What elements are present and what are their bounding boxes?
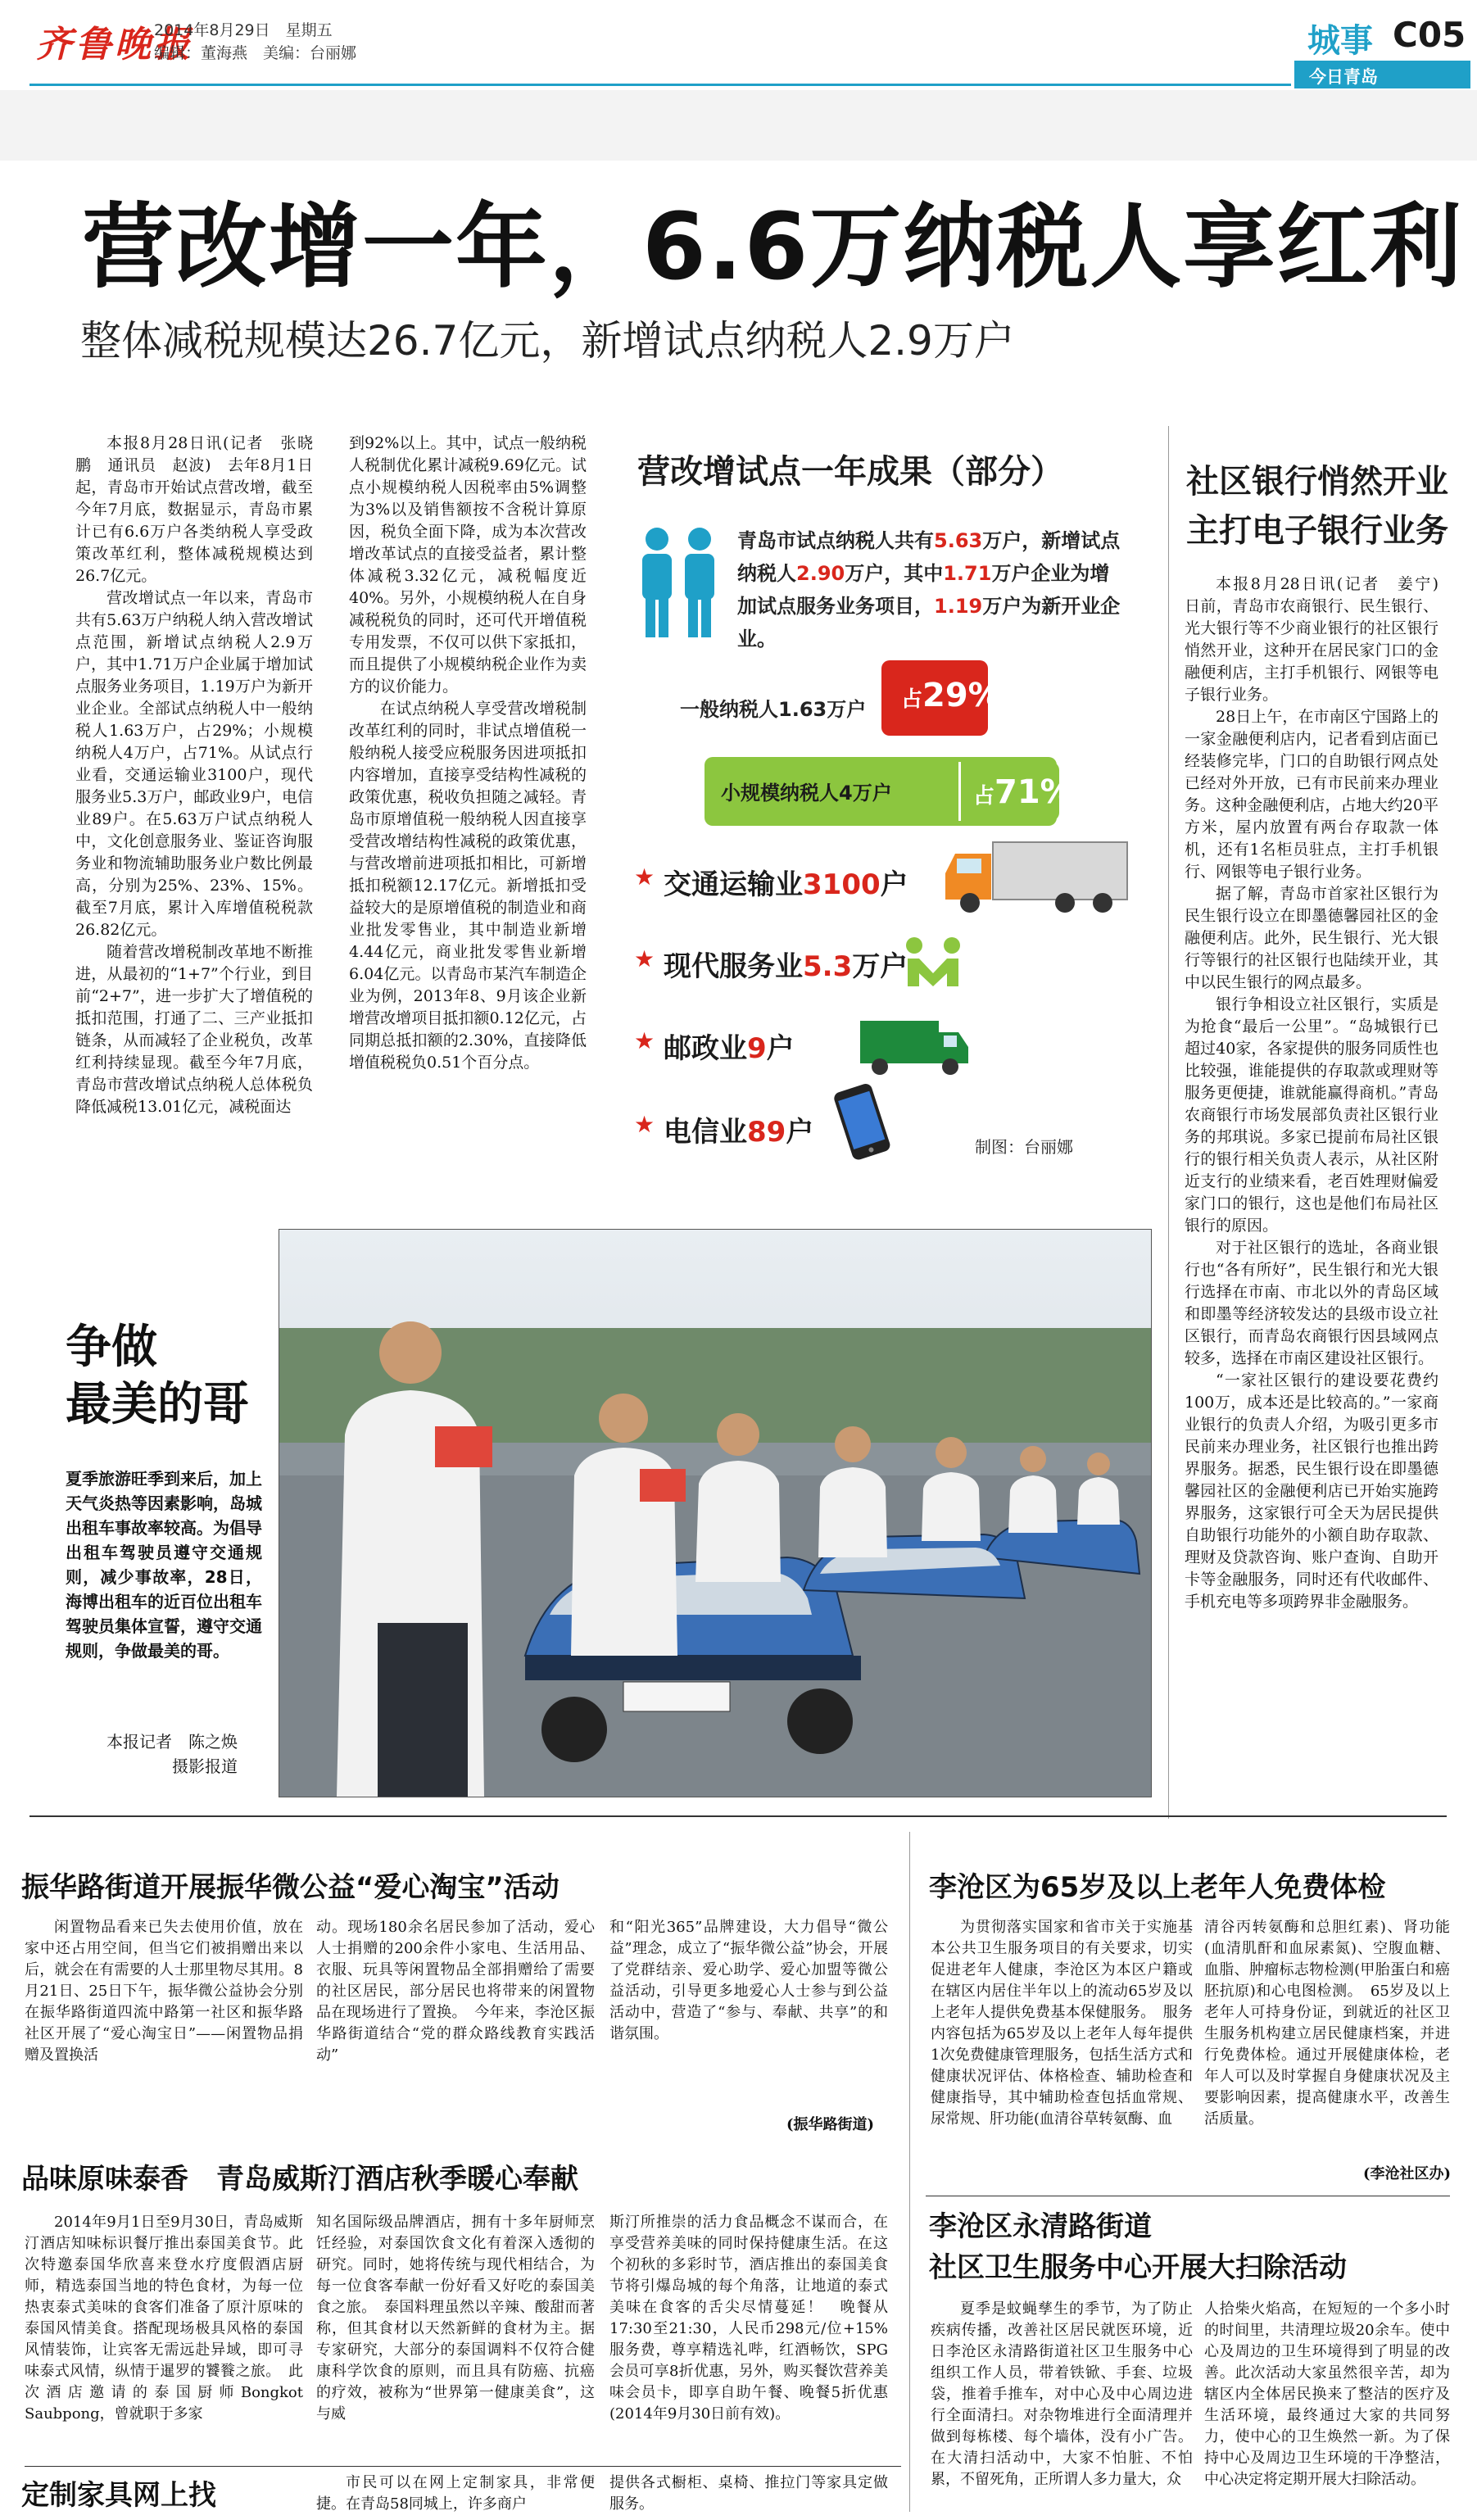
- staff-line: 编辑：董海燕 美编：台丽娜: [154, 44, 357, 62]
- bank-para: 对于社区银行的选址，各商业银行也“各有所好”，民生银行和光大银行选择在市南、市北以外的青岛区域和即墨等经济较发达的县级市设立社区银行，而青岛农商银行因县域网点较多，选择在市南区建设社区银行。: [1185, 1239, 1438, 1367]
- masthead-gray-band: [0, 90, 1477, 161]
- lead-para: 随着营改增税制改革地不断推进，从最初的“1+7”个行业，到目前“2+7”，进一步扩大了增值税的抵扣范围，打通了二、三产业抵扣链条，从而减轻了企业税负，改革红利持续显现。截至今年7月底，青岛市营改增试点纳税人总体税负降低减税13.01亿元，减税面达: [75, 943, 313, 1116]
- bottom-column-divider: [909, 1832, 910, 2512]
- star-icon: ★: [634, 945, 655, 972]
- masthead-rule: [29, 84, 1291, 86]
- bank-headline-1: 社区银行悄然开业: [1186, 463, 1448, 501]
- summary-text: 万户企业为增加试点服务业务项目，: [737, 562, 1110, 618]
- industry-name: 电信业: [664, 1116, 747, 1149]
- column-divider: [1168, 426, 1169, 1819]
- share-value: 29%: [922, 677, 1001, 714]
- charity-headline: 振华路街道开展振华微公益“爱心淘宝”活动: [21, 1871, 560, 1904]
- general-share-text: [901, 677, 1001, 714]
- industry-item-postal: [634, 1016, 1142, 1081]
- photo-story-byline-2: 摄影报道: [172, 1756, 238, 1776]
- industry-value: 3100: [803, 868, 881, 901]
- star-icon: ★: [634, 863, 655, 891]
- lead-para: 本报8月28日讯(记者 张晓鹏 通讯员 赵波) 去年8月1日起，青岛市开始试点营改增，截至今年7月底，数据显示，青岛市累计已有6.6万户各类纳税人享受政策改革红利，整体减税规模达到26.7亿元。: [75, 434, 313, 585]
- hotel-para: 知名国际级品牌酒店，拥有十多年厨师烹饪经验，对泰国饮食文化有着深入透彻的研究。同时，她将传统与现代相结合，为每一位食客奉献一份好看又好吃的泰国美食之旅。 泰国料理虽然以辛辣、酸甜而著称，但其食材以天然新鲜的食材为主。据专家研究，大部分的泰国调料不仅符合健康科学饮食的原则，而且具有防癌、抗癌的疗效，被称为“世界第一健康美食”，这与威: [316, 2214, 595, 2423]
- share-prefix: 占: [973, 784, 995, 809]
- charity-para: 和“阳光365”品牌建设，大力倡导“微公益”理念，成立了“振华微公益”协会，开展了党群结亲、爱心助学、爱心加盟等微公益活动，引导更多地爱心人士参与到公益活动中，营造了“参与、奉献、共享”的和谐氛围。: [609, 1919, 888, 2042]
- charity-credit: (振华路街道): [786, 2116, 875, 2133]
- furniture-para: 市民可以在网上定制家具，非常便捷。在青岛58同城上，许多商户: [316, 2474, 595, 2513]
- photo-story-body: 夏季旅游旺季到来后，加上天气炎热等因素影响，岛城出租车事故率较高。为倡导出租车驾驶员遵守交通规则，减少事故率，28日，海博出租车的近百位出租车驾驶员集体宣誓，遵守交通规则，争做最美的哥。: [66, 1469, 262, 1661]
- industry-name: 现代服务业: [664, 950, 803, 983]
- service-logo-icon: [904, 936, 962, 990]
- bank-headline-2: 主打电子银行业务: [1186, 512, 1448, 550]
- bank-para: “一家社区银行的建设要花费约100万，成本还是比较高的。”一家商业银行的负责人介绍，为吸引更多市民前来办理业务，社区银行也推出跨界服务。据悉，民生银行设在即墨德馨园社区的金融便利店已开始实施跨界服务，这家银行可全天为居民提供自助银行功能外的小额自助存取款、理财及贷款咨询、账户查询、自助开卡等金融服务，同时还有代收邮件、手机充电等多项跨界非金融服务。: [1185, 1371, 1438, 1611]
- share-value: 71%: [994, 773, 1073, 811]
- cleanup-headline-1: 李沧区永清路街道: [929, 2210, 1152, 2243]
- taxi-drivers-photo: [279, 1229, 1152, 1797]
- elderly-para: 为贯彻落实国家和省市关于实施基本公共卫生服务项目的有关要求，切实促进老年人健康，李沧区为本区户籍或在辖区内居住半年以上的流动65岁及以上老年人提供免费基本保健服务。 服务内容包括为65岁及以上老年人每年提供1次免费健康管理服务，包括生活方式和健康状况评估、体格检查、辅助检查和健康指导，其中辅助检查包括血常规、尿常规、肝功能(血清谷草转氨酶、血: [931, 1919, 1193, 2128]
- summary-text: 万户，新增试点纳税人: [737, 529, 1121, 585]
- lead-column-2: [349, 433, 587, 1153]
- hotel-headline: 品味原味泰香 青岛威斯汀酒店秋季暖心奉献: [21, 2163, 578, 2196]
- elderly-credit: (李沧社区办): [1363, 2165, 1452, 2182]
- summary-text: 万户为新开业企业。: [737, 595, 1121, 650]
- summary-text: 青岛市试点纳税人共有: [737, 529, 934, 552]
- bank-para: 银行争相设立社区银行，实质是为抢食“最后一公里”。“岛城银行已超过40家，各家提供的服务同质性也比较强，谁能提供的存取款或理财等服务更便捷，谁就能赢得商机。”青岛农商银行市场发展部负责社区银行业务的邦琪说。多家已提前布局社区银行的银行相关负责人表示，从社区附近支行的业绩来看，老百姓理财偏爱家门口的银行，这也是他们布局社区银行的原因。: [1185, 995, 1438, 1235]
- postal-van-icon: [857, 1014, 972, 1080]
- summary-value: 2.90: [796, 562, 845, 585]
- industry-value: 5.3: [803, 950, 853, 983]
- summary-value: 5.63: [934, 529, 983, 552]
- elderly-para: 清谷丙转氨酶和总胆红素)、肾功能(血清肌酐和血尿素氮)、空腹血糖、血脂、肿瘤标志物检测(甲胎蛋白和癌胚抗原)和心电图检测。 65岁及以上老年人可持身份证，到就近的社区卫生服务机构建立居民健康档案，并进行免费体检。通过开展健康体检，老年人可以及时掌握自身健康状况及主要影响因素，提高健康水平，改善生活质量。: [1204, 1919, 1450, 2128]
- small-taxpayer-label: 小规模纳税人4万户: [721, 782, 892, 804]
- bank-para: 28日上午，在市南区宁国路上的一家金融便利店内，记者看到店面已经装修完毕，门口的自助银行网点处已经对外开放，已有市民前来办理业务。这种金融便利店，占地大约20平方米，屋内放置有两台存取款一体机，还有1名柜员驻点，主打手机银行、网银等电子银行业务。: [1185, 708, 1438, 881]
- hotel-column-3: [609, 2212, 888, 2458]
- charity-column-1: [25, 1917, 303, 2163]
- share-prefix: 占: [901, 687, 923, 712]
- summary-text: 万户，其中: [845, 562, 944, 585]
- lead-column-1: [75, 433, 313, 1153]
- furniture-column-2: [316, 2472, 595, 2518]
- industry-item-transport: [634, 852, 1142, 918]
- cleanup-column-1: [931, 2299, 1193, 2515]
- section-rule: [29, 1815, 1447, 1817]
- photo-story: [49, 1229, 1163, 1802]
- industry-unit: 户: [786, 1116, 814, 1149]
- small-share-text: [973, 773, 1073, 811]
- elderly-column-1: [931, 1917, 1193, 2187]
- charity-column-3: [609, 1917, 888, 2105]
- bank-para: 据了解，青岛市首家社区银行为民生银行设立在即墨德馨园社区的金融便利店。此外，民生银行、光大银行等银行的社区银行也陆续开业，其中以民生银行的网点最多。: [1185, 885, 1438, 991]
- star-icon: ★: [634, 1027, 655, 1054]
- summary-value: 1.19: [934, 595, 983, 618]
- furniture-para: 提供各式橱柜、桌椅、推拉门等家具定做服务。: [609, 2474, 888, 2513]
- hotel-para: 斯汀所推崇的活力食品概念不谋而合，在享受营养美味的同时保持健康生活。在这个初秋的多彩时节，酒店推出的泰国美食节将引爆岛城的每个角落，让地道的泰式美味在食客的舌尖尽情蔓延！ 晚餐从17:30至21:30，人民币298元/位+15%服务费，尊享精选礼哔，红酒畅饮，SPG会员可享8折优惠，另外，购买餐饮营养美味会员卡，即享自助午餐、晚餐5折优惠(2014年9月30日前有效)。: [609, 2214, 888, 2423]
- section-name: 城事: [1307, 22, 1373, 60]
- star-icon: ★: [634, 1111, 655, 1138]
- furniture-column-3: [609, 2472, 888, 2518]
- hotel-column-1: [25, 2212, 303, 2458]
- photo-story-byline-1: 本报记者 陈之焕: [106, 1732, 238, 1752]
- masthead: [0, 0, 1477, 164]
- infographic: [614, 426, 1155, 1163]
- infographic-credit: 制图：台丽娜: [975, 1137, 1073, 1157]
- furniture-rule: [25, 2466, 901, 2467]
- industry-name: 邮政业: [664, 1032, 747, 1065]
- hotel-para: 2014年9月1日至9月30日，青岛威斯汀酒店知味标识餐厅推出泰国美食节。此次特邀泰国华欣喜来登水疗度假酒店厨师，精选泰国当地的特色食材，为每一位热衷泰式美味的食客们准备了原汁原味的泰国风情美食。搭配现场极具风格的泰国风情装饰，让宾客无需远赴异域，即可寻味泰式风情，纵情于暹罗的饕餮之旅。 此次酒店邀请的泰国厨师Bongkot Saubpong，曾就职于多家: [25, 2214, 303, 2423]
- smartphone-icon: [827, 1083, 898, 1158]
- cleanup-para: 夏季是蚊蝇孳生的季节，为了防止疾病传播，改善社区居民就医环境，近日李沧区永清路街道社区卫生服务中心组织工作人员，带着铁锨、手套、垃圾袋，推着手推车，对中心及中心周边进行全面清扫。对杂物堆进行全面清理并做到每栋楼、每个墙体，没有小广告。在大清扫活动中，大家不怕脏、不怕累，不留死角，正所谓人多力量大，众: [931, 2300, 1193, 2488]
- lead-subheadline: 整体减税规模达26.7亿元，新增试点纳税人2.9万户: [80, 317, 1015, 365]
- lead-para: 在试点纳税人享受营改增税制改革红利的同时，非试点增值税一般纳税人接受应税服务因进项抵扣内容增加，直接享受结构性减税的政策优惠，税收负担随之减轻。青岛市原增值税一般纳税人因直接享受营改增结构性减税的政策优惠，与营改增前进项抵扣相比，可新增抵扣税额12.17亿元。新增抵扣受益较大的是原增值税的制造业和商业批发零售业，其中制造业新增4.44亿元，商业批发零售业新增6.04亿元。以青岛市某汽车制造企业为例，2013年8、9月该企业新增营改增项目抵扣额0.12亿元，占同期总抵扣额的2.30%，直接降低增值税税负0.51个百分点。: [349, 700, 587, 1072]
- general-taxpayer-label: 一般纳税人1.63万户: [680, 698, 867, 721]
- charity-para: 闲置物品看来已失去使用价值，放在家中还占用空间，但当它们被捐赠出来以后，就会在有需要的人士那里物尽其用。8月21日、25日下午，振华微公益协会分别在振华路街道四流中路第一社区和振华路社区开展了“爱心淘宝日”——闲置物品捐赠及置换活: [25, 1919, 303, 2064]
- elderly-column-2: [1204, 1917, 1450, 2155]
- lead-para: 到92%以上。其中，试点一般纳税人税制优化累计减税9.69亿元。试点小规模纳税人因税率由5%调整为3%以及销售额按不含税计算原因，税负全面下降，成为本次营改增改革试点的直接受益者，累计整体减税3.32亿元，减税幅度近40%。另外，小规模纳税人在自身减税税负的同时，还可代开增值税专用发票，不仅可以供下家抵扣，而且提供了小规模纳税企业作为卖方的议价能力。: [349, 434, 587, 696]
- lead-para: 营改增试点一年以来，青岛市共有5.63万户纳税人纳入营改增试点范围，新增试点纳税人2.9万户，其中1.71万户企业属于增加试点服务业务项目，1.19万户为新开业企业。全部试点纳税人中一般纳税人1.63万户，占29%；小规模纳税人4万户，占71%。从试点行业看，交通运输业3100户，现代服务业5.3万户，邮政业9户，电信业89户。在5.63万户试点纳税人中，文化创意服务业、鉴证咨询服务业和物流辅助服务业户数比例最高，分别为25%、23%、15%。截至7月底，累计入库增值税税款26.82亿元。: [75, 589, 313, 939]
- bank-para: 本报8月28日讯(记者 姜宁) 日前，青岛市农商银行、民生银行、光大银行等不少商业银行的社区银行悄然开业，这种开在居民家门口的金融便利店，主打手机银行、网银等电子银行业务。: [1185, 575, 1455, 704]
- hotel-column-2: [316, 2212, 595, 2458]
- industry-value: 9: [747, 1032, 767, 1065]
- lead-headline: 营改增一年，6.6万纳税人享红利: [82, 194, 1464, 301]
- industry-unit: 户: [880, 868, 908, 901]
- date-line: 2014年8月29日 星期五: [154, 21, 333, 39]
- infographic-summary: [737, 524, 1122, 655]
- cleanup-column-2: [1204, 2299, 1450, 2515]
- cleanup-para: 人拾柴火焰高，在短短的一个多小时的时间里，共清理垃圾20余车。使中心及周边的卫生环境得到了明显的改善。此次活动大家虽然很辛苦，却为辖区内全体居民换来了整洁的医疗及生活环境，最终通过大家的共同努力，使中心的卫生焕然一新。为了保持中心及周边卫生环境的干净整洁，中心决定将定期开展大扫除活动。: [1204, 2300, 1450, 2488]
- furniture-headline: 定制家具网上找: [21, 2479, 216, 2512]
- bank-body: [1185, 573, 1455, 1835]
- summary-value: 1.71: [943, 562, 992, 585]
- people-icon: [634, 524, 724, 639]
- truck-icon: [942, 837, 1130, 919]
- paper-logo: 齐鲁晚报: [36, 24, 193, 66]
- industry-name: 交通运输业: [664, 868, 803, 901]
- industry-item-service: [634, 934, 1142, 999]
- charity-column-2: [316, 1917, 595, 2163]
- cleanup-headline-2: 社区卫生服务中心开展大扫除活动: [929, 2251, 1347, 2284]
- infographic-title: 营改增试点一年成果（部分）: [637, 453, 1063, 491]
- charity-para: 动。现场180余名居民参加了活动，爱心人士捐赠的200余件小家电、生活用品、衣服、玩具等闲置物品全部捐赠给了需要的社区居民，部分居民也将带来的闲置物品在现场进行了置换。 今年来，李沧区振华路街道结合“党的群众路线教育实践活动”: [316, 1919, 595, 2064]
- photo-story-headline-2: 最美的哥: [66, 1378, 249, 1431]
- page-number: C05: [1393, 15, 1466, 55]
- photo-story-headline-1: 争做: [66, 1321, 157, 1374]
- industry-unit: 万户: [852, 950, 908, 983]
- elderly-headline: 李沧区为65岁及以上老年人免费体检: [929, 1871, 1386, 1904]
- sub-section-label: 今日青岛: [1309, 67, 1378, 87]
- industry-value: 89: [747, 1116, 786, 1149]
- industry-unit: 户: [766, 1032, 795, 1065]
